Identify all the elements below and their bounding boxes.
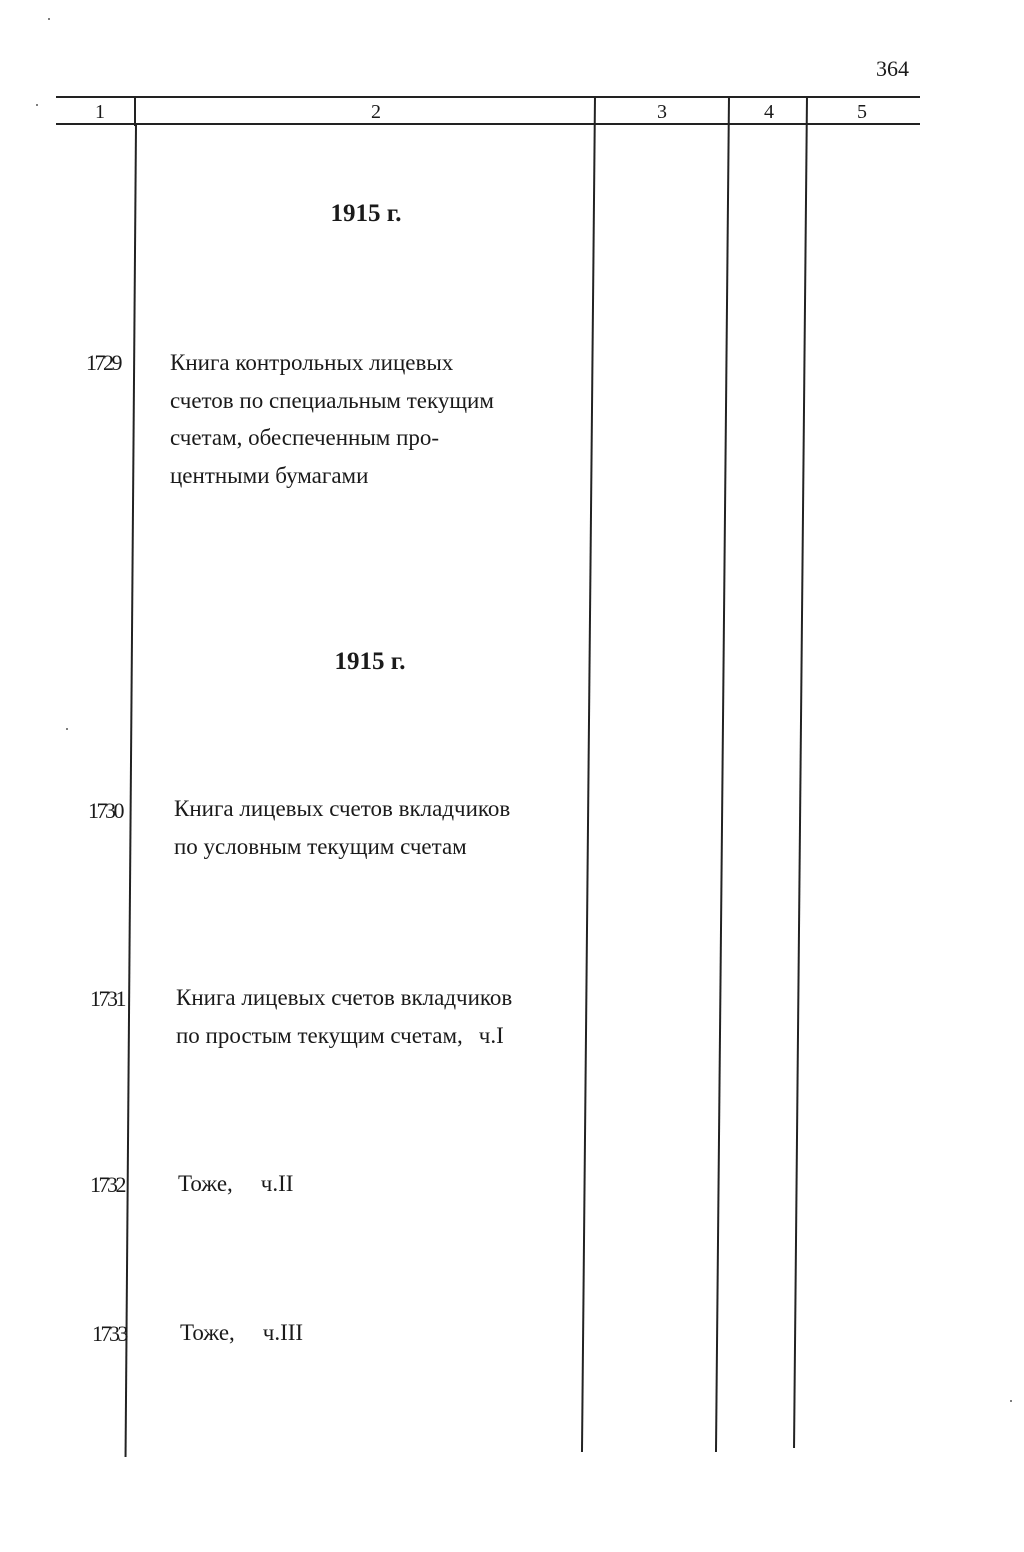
entry-number: 1732 [90, 1172, 124, 1197]
volume-part: ч.I [478, 1022, 504, 1048]
scan-speck [66, 728, 68, 730]
volume-part: ч.II [260, 1171, 294, 1196]
entry-line [176, 1017, 512, 1055]
header-bottom-rule [56, 123, 920, 125]
entry-number: 1731 [90, 986, 124, 1011]
column-header-4: 4 [764, 101, 774, 123]
entry-line: Книга контрольных лицевых [170, 350, 454, 375]
column-divider-4 [793, 96, 808, 1448]
column-header-5: 5 [857, 101, 867, 123]
entry-description [180, 1314, 303, 1352]
entry-line-text: Тоже, [180, 1320, 235, 1345]
scan-speck [1010, 1400, 1012, 1402]
entry-line-text: по простым текущим счетам, [176, 1022, 463, 1048]
header-top-rule [56, 96, 920, 98]
column-header-2: 2 [371, 101, 381, 123]
entry-line: Книга лицевых счетов вкладчиков [174, 796, 511, 821]
entry-line: Книга лицевых счетов вкладчиков [176, 985, 513, 1010]
column-divider-1 [134, 96, 136, 126]
entry-number: 1729 [86, 350, 120, 375]
entry-line [180, 1314, 303, 1352]
entry-number: 1733 [92, 1321, 126, 1346]
entry-line: счетов по специальным текущим [170, 387, 494, 413]
entry-description [174, 790, 510, 865]
entry-description [178, 1165, 293, 1203]
scan-speck [36, 104, 38, 106]
entry-number: 1730 [88, 798, 122, 823]
entry-description [176, 979, 512, 1054]
entry-description [170, 344, 565, 494]
entry-line [178, 1165, 293, 1203]
entry-line: центными бумагами [170, 462, 369, 488]
column-header-1: 1 [95, 101, 105, 123]
entry-line: счетам, обеспеченным про- [170, 425, 440, 450]
column-divider-1 [125, 125, 137, 1457]
column-divider-2 [581, 96, 596, 1452]
column-header-3: 3 [657, 101, 667, 123]
scan-speck [48, 18, 50, 20]
entry-line-text: Тоже, [178, 1171, 233, 1196]
volume-part: ч.III [262, 1320, 304, 1345]
page-number: 364 [876, 56, 909, 81]
section-year-heading: 1915 г. [334, 648, 406, 675]
entry-line: по условным текущим счетам [174, 833, 467, 859]
section-year-heading: 1915 г. [330, 200, 402, 227]
column-divider-3 [715, 96, 730, 1452]
